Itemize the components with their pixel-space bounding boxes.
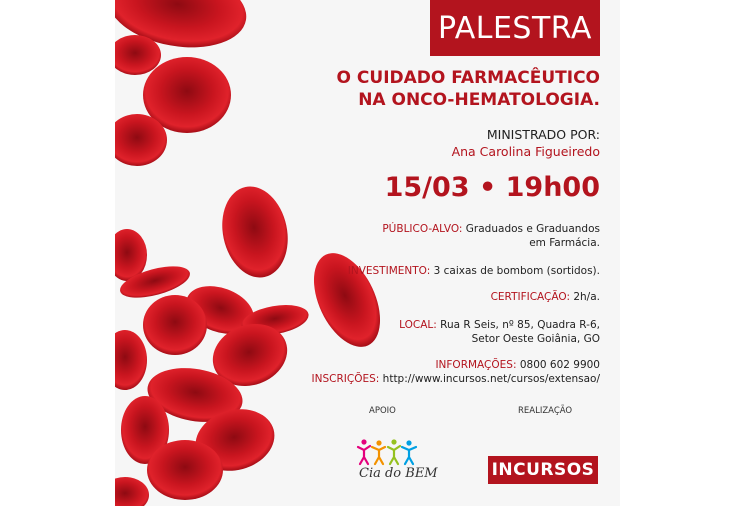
publico-alvo-value-line1: Graduados e Graduandos <box>465 223 600 235</box>
realizacao-label: REALIZAÇÃO <box>518 406 573 416</box>
talk-banner: PALESTRA <box>430 0 600 56</box>
talk-title-line2: NA ONCO-HEMATOLOGIA. <box>358 90 600 110</box>
certificacao-value: 2h/a. <box>573 291 600 303</box>
cia-do-bem-logo <box>355 438 438 488</box>
incursos-logo: INCURSOS <box>488 456 598 484</box>
local-value-line1: Rua R Seis, nº 85, Quadra R-6, <box>440 319 600 331</box>
local-value-line2: Setor Oeste Goiânia, GO <box>471 333 600 345</box>
informacoes-label: INFORMAÇÕES: <box>435 359 517 371</box>
minister-name: Ana Carolina Figueiredo <box>451 144 600 159</box>
local-info <box>399 318 600 346</box>
investimento-value: 3 caixas de bombom (sortidos). <box>433 265 600 277</box>
publico-alvo-label: PÚBLICO-ALVO: <box>382 223 463 235</box>
talk-title <box>337 67 600 111</box>
certificacao-info <box>491 290 600 304</box>
local-label: LOCAL: <box>399 319 437 331</box>
event-datetime: 15/03 • 19h00 <box>384 172 600 203</box>
informacoes-value: 0800 602 9900 <box>519 359 600 371</box>
talk-title-line1: O CUIDADO FARMACÊUTICO <box>336 68 600 88</box>
cia-do-bem-text: Cia do BEM <box>359 466 438 481</box>
inscricoes-label: INSCRIÇÕES: <box>311 373 380 385</box>
minister-block <box>452 126 600 160</box>
inscricoes-link[interactable]: http://www.incursos.net/cursos/extensao/ <box>382 373 600 385</box>
investimento-info <box>348 264 600 278</box>
event-poster <box>115 0 620 506</box>
certificacao-label: CERTIFICAÇÃO: <box>490 291 570 303</box>
people-icon <box>355 438 425 466</box>
minister-label: MINISTRADO POR: <box>486 127 600 142</box>
informacoes-info <box>435 358 600 372</box>
publico-alvo-info <box>382 222 600 250</box>
inscricoes-info <box>312 372 600 386</box>
investimento-label: INVESTIMENTO: <box>347 265 431 277</box>
publico-alvo-value-line2: em Farmácia. <box>529 237 600 249</box>
apoio-label: APOIO <box>369 406 396 416</box>
